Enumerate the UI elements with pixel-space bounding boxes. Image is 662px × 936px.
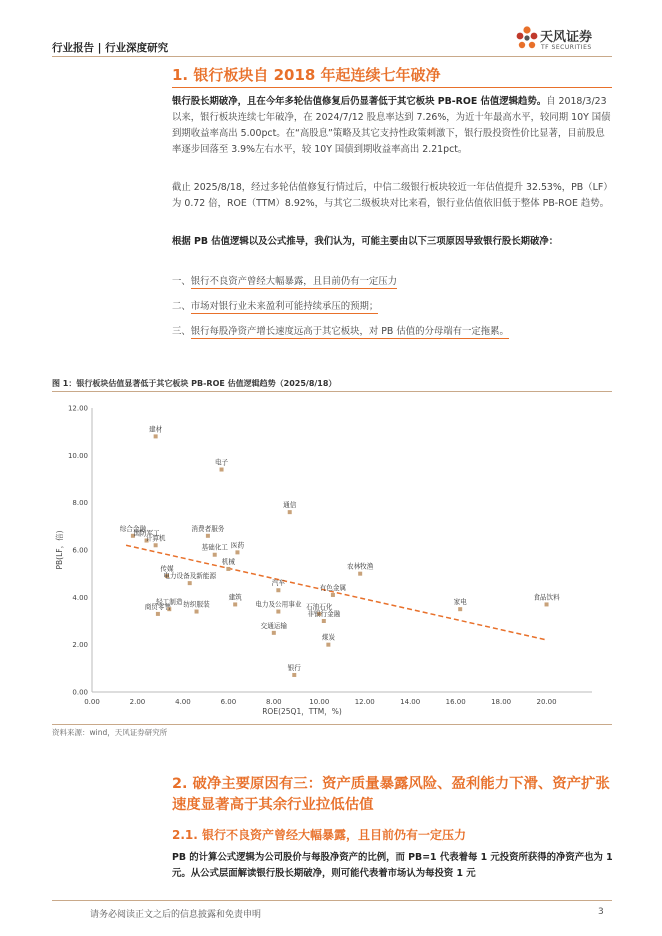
point-label: 计算机: [145, 534, 166, 543]
point-label: 纺织服装: [183, 600, 210, 609]
x-tick-label: 10.00: [309, 698, 330, 706]
scatter-point: [156, 612, 160, 616]
section1-underline: [172, 87, 612, 88]
reason-text: 银行不良资产曾经大幅暴露，且目前仍有一定压力: [190, 276, 398, 287]
section1-title: 1. 银行板块自 2018 年起连续七年破净: [172, 66, 441, 84]
chart-axes: [68, 405, 592, 707]
x-tick-label: 14.00: [400, 698, 421, 706]
y-tick-label: 0.00: [72, 688, 88, 697]
point-label: 家电: [453, 598, 467, 607]
brand-name: 天风证券: [540, 30, 593, 45]
point-label: 有色金属: [319, 583, 347, 592]
scatter-point: [272, 631, 276, 635]
scatter-point: [276, 610, 280, 614]
footer-divider: [52, 900, 612, 901]
scatter-point: [206, 534, 210, 538]
section2-title: 2. 破净主要原因有三：资产质量暴露风险、盈利能力下滑、资产扩张速度显著高于其余行业拉低估值: [172, 776, 610, 813]
scatter-point: [326, 643, 330, 647]
x-tick-label: 2.00: [129, 698, 146, 706]
point-label: 消费者服务: [191, 524, 225, 533]
point-label: 银行: [287, 663, 301, 672]
reason-prefix: 一、: [172, 276, 191, 287]
disclaimer-text: 请务必阅读正文之后的信息披露和免责申明: [90, 910, 262, 920]
scatter-point: [276, 588, 280, 592]
point-label: 煤炭: [321, 633, 335, 642]
section1-paragraph1: [172, 94, 614, 158]
y-tick-label: 12.00: [67, 404, 88, 413]
point-label: 食品饮料: [533, 593, 560, 602]
point-label: 国防军工: [133, 529, 160, 538]
scatter-point: [154, 434, 158, 438]
point-label: 机械: [221, 557, 235, 566]
point-label: 汽车: [271, 579, 285, 588]
scatter-point: [226, 567, 230, 571]
section2-paragraph1: [172, 850, 614, 882]
reason-prefix: 三、: [172, 326, 191, 337]
tf-flower-icon: [516, 24, 538, 54]
scatter-point: [331, 593, 335, 597]
point-label: 建筑: [228, 593, 242, 602]
x-tick-label: 0.00: [84, 698, 100, 706]
section2-1-title: 2.1. 银行不良资产曾经大幅暴露，且目前仍有一定压力: [172, 828, 466, 842]
y-tick-label: 2.00: [72, 641, 88, 650]
scatter-point: [195, 610, 199, 614]
x-tick-label: 16.00: [445, 698, 466, 706]
scatter-point: [235, 550, 239, 554]
pb-roe-scatter-chart: [52, 396, 612, 722]
x-tick-label: 20.00: [536, 698, 557, 706]
figure-title: 图 1：银行板块估值显著低于其它板块 PB-ROE 估值逻辑趋势（2025/8/18）: [52, 379, 337, 388]
brand-subtitle: TF SECURITIES: [541, 44, 592, 51]
point-label: 传媒: [160, 565, 174, 574]
x-tick-label: 12.00: [354, 698, 375, 706]
scatter-point: [322, 619, 326, 623]
reason-item-1: [172, 274, 614, 290]
y-tick-label: 8.00: [72, 499, 88, 508]
point-label: 建材: [149, 425, 163, 434]
page-number: 3: [598, 907, 604, 917]
scatter-point: [188, 581, 192, 585]
scatter-point: [358, 572, 362, 576]
header-divider: [52, 56, 612, 57]
reason-text: 市场对银行业未来盈利可能持续承压的预期；: [190, 301, 379, 312]
scatter-point: [458, 607, 462, 611]
point-label: 轻工制造: [156, 598, 183, 607]
scatter-point: [220, 468, 224, 472]
figure-source: 资料来源：wind，天风证券研究所: [52, 728, 168, 737]
reason-text: 银行每股净资产增长速度远高于其它板块，对 PB 估值的分母端有一定拖累。: [190, 326, 509, 337]
s2-p1-bold: PB 的计算公式逻辑为公司股价与每股净资产的比例，而 PB=1 代表着每 1 元投资所获得的净资产也为 1 元。从公式层面解读银行股长期破净，则可能代表着市场认为每投资 1 元: [172, 852, 613, 879]
report-category: 行业报告 | 行业深度研究: [52, 42, 169, 54]
point-label: 基础化工: [201, 543, 228, 552]
point-label: 电力及公用事业: [255, 600, 302, 609]
p3-bold: 根据 PB 估值逻辑以及公式推导，我们认为，可能主要由以下三项原因导致银行股长期破净：: [172, 236, 559, 247]
y-axis-label: PB(LF，倍): [55, 530, 64, 570]
chart-points-group: [120, 424, 560, 677]
point-label: 农林牧渔: [346, 562, 374, 571]
point-label: 电力设备及新能源: [163, 572, 217, 581]
reason-item-3: [172, 324, 614, 340]
x-tick-label: 4.00: [175, 698, 191, 706]
point-label: 石油石化: [306, 602, 333, 611]
point-label: 电子: [214, 458, 229, 467]
x-tick-label: 6.00: [220, 698, 237, 706]
y-tick-label: 6.00: [72, 546, 88, 555]
section1-paragraph2: 截止 2025/8/18，经过多轮估值修复行情过后，中信二级银行板块较近一年估值提升 32.53%，PB（LF）为 0.72 倍，ROE（TTM）8.92%，与其它二级板块对比来看，银行业估值依旧低于整体 PB-ROE 趋势。: [172, 182, 613, 209]
point-label: 通信: [283, 501, 297, 510]
scatter-point: [288, 510, 292, 514]
scatter-point: [292, 673, 296, 677]
trend-line: [126, 545, 546, 640]
x-tick-label: 18.00: [491, 698, 512, 706]
p1-rest: 自 2018/3/23 以来，银行板块连续七年破净，在 2024/7/12 股息率达到 7.26%，为近十年最高水平，较同期 10Y 国债到期收益率高出 5.00pct。在“高股息”策略及其它支持性政策刺激下，银行股投资性价比显著，目前股息率逐步回落至 3.9%左右水平，较 10Y 国债到期收益率高出 2.21pct。: [172, 96, 611, 155]
point-label: 交通运输: [260, 621, 288, 630]
scatter-point: [545, 602, 549, 606]
p1-bold: 银行股长期破净，且在今年多轮估值修复后仍显著低于其它板块 PB-ROE 估值逻辑趋势。: [172, 96, 547, 107]
section1-paragraph3: [172, 234, 614, 250]
scatter-point: [213, 553, 217, 557]
figure-bottom-divider: [52, 724, 612, 725]
point-label: 综合金融: [119, 524, 147, 533]
y-tick-label: 10.00: [67, 451, 88, 460]
reason-item-2: [172, 299, 614, 315]
scatter-point: [233, 602, 237, 606]
point-label: 商贸零售: [144, 602, 172, 611]
y-tick-label: 4.00: [72, 593, 88, 602]
point-label: 医药: [230, 541, 245, 550]
x-axis-label: ROE(25Q1，TTM，%): [262, 707, 342, 716]
chart-trendline-group: [126, 545, 546, 640]
scatter-point: [154, 543, 158, 547]
point-label: 非银行金融: [307, 610, 341, 618]
reason-prefix: 二、: [172, 301, 191, 312]
x-tick-label: 8.00: [266, 698, 282, 706]
figure-top-divider: [52, 391, 612, 392]
